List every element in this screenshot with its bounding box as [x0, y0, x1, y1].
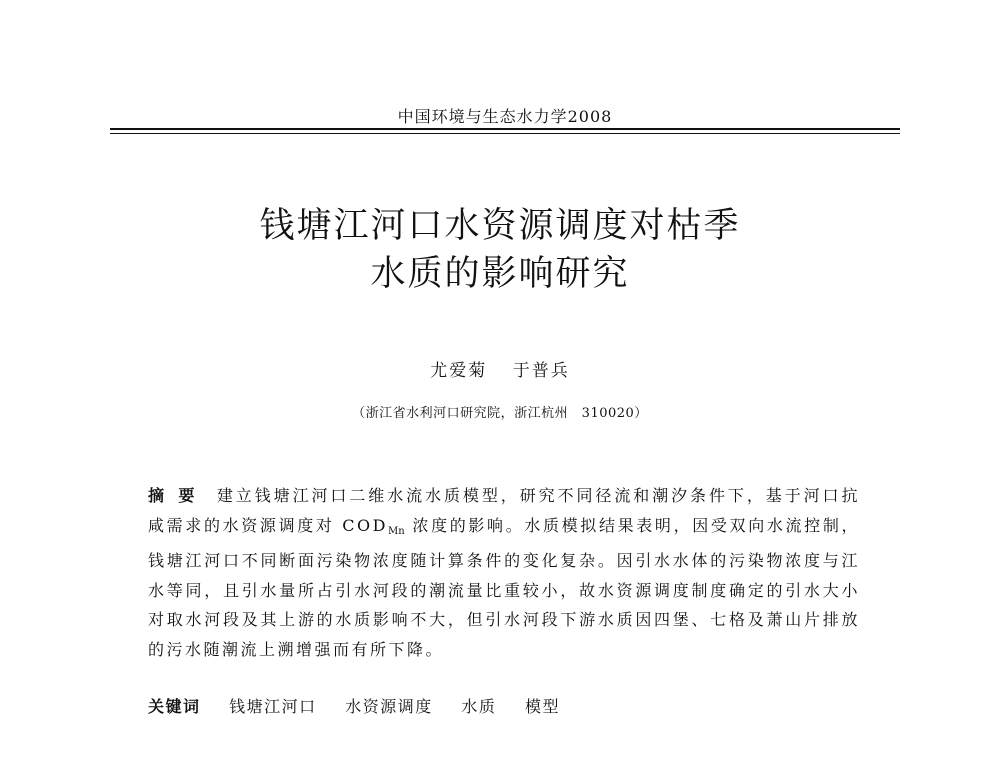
- cod-subscript: Mn: [387, 525, 405, 537]
- paper-title: [150, 202, 850, 298]
- author-name: 于普兵: [512, 361, 570, 381]
- header-rule-thick: [110, 128, 900, 130]
- abstract-text-part-1: 建立钱塘江河口二维水流水质模型，研究不同径流和潮汐条件下，基于河口抗咸需求的水资源调度对: [148, 486, 860, 535]
- cod-term: [342, 516, 404, 535]
- author-name: 尤爱菊: [430, 361, 488, 381]
- abstract-text-part-2: 浓度的影响。水质模拟结果表明，因受双向水流控制，钱塘江河口不同断面污染物浓度随计算条件的变化复杂。因引水水体的污染物浓度与江水等同，且引水量所占引水河段的潮流量比重较小，故水资源调度制度确定的引水大小对取水河段及其上游的水质影响不大，但引水河段下游水质因四堡、七格及萧山片排放的污水随潮流上溯增强而有所下降。: [148, 515, 860, 659]
- abstract-label: 摘要: [148, 486, 209, 505]
- keyword-item: 水质: [461, 697, 497, 716]
- title-line-1: 钱塘江河口水资源调度对枯季: [259, 206, 741, 246]
- affiliation: （浙江省水利河口研究院，浙江杭州 310020）: [352, 406, 648, 421]
- keywords-line: [148, 694, 860, 717]
- keyword-item: 水资源调度: [345, 697, 433, 716]
- header-rule-thin: [110, 133, 900, 134]
- cod-label: COD: [342, 515, 388, 535]
- keywords-label: 关键词: [148, 697, 201, 716]
- author-list: [300, 356, 700, 381]
- keyword-item: 模型: [524, 697, 560, 716]
- title-line-2: 水质的影响研究: [370, 254, 630, 294]
- abstract-paragraph: [148, 481, 860, 664]
- keyword-item: 钱塘江河口: [229, 697, 317, 716]
- running-header: 中国环境与生态水力学2008: [397, 107, 613, 126]
